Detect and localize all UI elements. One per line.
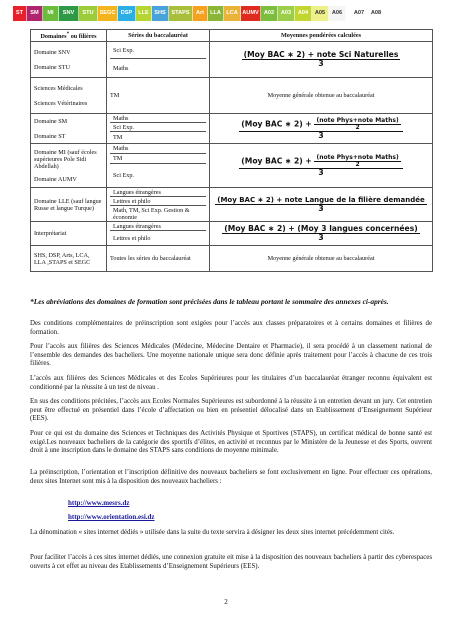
- series-cell: TM: [107, 78, 210, 114]
- tab-mi[interactable]: MI: [43, 6, 59, 21]
- tab-a04[interactable]: A04: [295, 6, 312, 21]
- series-label: Maths: [110, 114, 206, 123]
- series-label: Lettres et philo: [110, 197, 206, 206]
- table-header-row: [31, 30, 433, 42]
- table-row: [31, 42, 433, 78]
- domain-label: Sciences Vétérinaires: [34, 99, 88, 107]
- average-text-cell: Moyenne générale obtenue au baccalauréat: [210, 78, 433, 114]
- formula-numerator: (Moy BAC ∗ 2) + note Langue de la filière demandée: [217, 195, 425, 204]
- domain-label: Sciences Médicales: [34, 84, 83, 92]
- formula-numerator: (Moy BAC ∗ 2) + note Sci Naturelles: [243, 50, 399, 60]
- series-label: Lettres et philo: [113, 234, 151, 242]
- table-row: [31, 144, 433, 188]
- domain-label: Domaine STU: [34, 63, 70, 71]
- header-series: Séries du baccalauréat: [107, 30, 210, 42]
- header-averages: Moyennes pondérées calculées: [210, 30, 433, 42]
- series-label: Math, TM, Sci Exp. Gestion & économie: [113, 206, 190, 221]
- table-row: [31, 222, 433, 246]
- series-cell: [107, 222, 210, 246]
- formula-denominator: 3: [318, 130, 324, 140]
- domain-label: Domaine MI (sauf écoles supérieures Pole Sidi Abdellah): [34, 148, 97, 170]
- tab-lca[interactable]: LCA: [224, 6, 241, 21]
- domain-label: Domaine ST: [34, 132, 66, 140]
- paragraph: En sus des conditions précitées, l’accès aux Ecoles Normales Supérieures est subordonné à la réussite à un entretien devant un jury. Cet entretien peut être effectué en présentiel dans l’école d’affectation ou bien en présentiel délocalisé dans un Etablissement d’Enseignement Supérieur (EES).: [30, 398, 432, 423]
- series-label: Langues étrangères: [110, 188, 206, 197]
- domain-label: Domaine SNV: [34, 48, 71, 56]
- paragraph: Pour l’accès aux filières des Sciences Médicales (Médecine, Médecine Dentaire et Pharmacie), il sera procédé à un classement national de l’ensemble des demandes des bacheliers. Une moyenne nationale unique sera donc définie après traitement pour l’accès à chacune de ces trois filières.: [30, 343, 432, 368]
- formula-inner-denominator: 2: [355, 160, 360, 168]
- table-row: [31, 114, 433, 144]
- series-label: Sci Exp.: [110, 42, 206, 59]
- tab-lle[interactable]: LLE: [136, 6, 152, 21]
- formula-cell: [210, 222, 433, 246]
- tab-a03[interactable]: A03: [278, 6, 295, 21]
- tab-aumv[interactable]: AUMV: [241, 6, 261, 21]
- tab-lla[interactable]: LLA: [208, 6, 224, 21]
- formula-denominator: 3: [318, 203, 324, 213]
- series-label: TM: [110, 154, 206, 164]
- tab-segc[interactable]: SEGC: [98, 6, 118, 21]
- formula-denominator: 3: [318, 233, 324, 242]
- paragraph: Des conditions complémentaires de préinscription sont exigées pour l’accès aux classes préparatoires et à certains domaines et filières de formation.: [30, 320, 432, 336]
- series-label: Langues étrangères: [110, 222, 206, 231]
- domain-cell: [31, 144, 107, 188]
- table-row: [31, 188, 433, 222]
- link-orientation[interactable]: http://www.orientation.esi.dz: [68, 513, 155, 521]
- paragraph: Pour ce qui est du domaine des Sciences et Techniques des Activités Physique et Sportives (STAPS), un certificat médical de bonne santé est exigé.Les nouveaux bacheliers de la catégorie des sportifs d’élites, en activité et reconnus par le Ministère de la Jeunesse et des Sports, ouvrent droit à une inscription dans le domaine des STAPS sans conditions de moyenne minimale.: [30, 430, 432, 455]
- tab-stu[interactable]: STU: [79, 6, 98, 21]
- tab-dsp[interactable]: DSP: [118, 6, 136, 21]
- table-row: [31, 78, 433, 114]
- tab-sm[interactable]: SM: [27, 6, 43, 21]
- average-text-cell: Moyenne générale obtenue au baccalauréat: [210, 246, 433, 272]
- formula-left: (Moy BAC ∗ 2) +: [241, 119, 312, 129]
- series-label: Maths: [113, 64, 129, 72]
- formula-cell: [210, 144, 433, 188]
- series-cell: [107, 42, 210, 78]
- formula-denominator: 3: [318, 167, 324, 177]
- tab-art[interactable]: Art: [193, 6, 208, 21]
- series-cell: Toutes les séries du baccalauréat: [107, 246, 210, 272]
- domain-cell: [31, 42, 107, 78]
- formula-denominator: 3: [318, 59, 324, 68]
- tab-a05[interactable]: A05: [312, 6, 329, 21]
- header-domains: Domaines* ou filières: [31, 30, 107, 42]
- tab-a06[interactable]: A06: [329, 6, 346, 21]
- formula-inner-numerator: (note Phys+note Maths): [316, 153, 399, 161]
- tab-st[interactable]: ST: [13, 6, 27, 21]
- series-label: Sci Exp.: [113, 172, 134, 179]
- averages-table: [30, 29, 433, 272]
- page-number: 2: [224, 598, 228, 606]
- tab-shs[interactable]: SHS: [152, 6, 169, 21]
- domain-cell: SHS, DSP, Arts, LCA, LLA ,STAPS et SEGC: [31, 246, 107, 272]
- formula-numerator: (Moy BAC ∗ 2) + (Moy 3 langues concernées): [224, 224, 418, 234]
- tab-snv[interactable]: SNV: [59, 6, 79, 21]
- paragraph: L’accès aux filières des Sciences Médicales et des Ecoles Supérieures pour les titulaires d’un baccalauréat étranger reconnu équivalent est conditionné par la réussite à un test de niveau .: [30, 375, 432, 391]
- paragraph: La préinscription, l’orientation et l’inscription définitive des nouveaux bacheliers se font exclusivement en ligne. Pour effectuer ces opérations, deux sites Internet sont mis à la disposition des nouveaux bacheliers :: [30, 469, 432, 485]
- paragraph: La dénomination « sites internet dédiés » utilisée dans la suite du texte servira à désigner les deux sites internet précédemment cités.: [30, 529, 395, 536]
- domain-cell: [31, 78, 107, 114]
- abbreviation-note: *Les abréviations des domaines de formation sont précisées dans le tableau portant le sommaire des annexes ci-après.: [30, 297, 389, 306]
- series-label: Sci Exp.: [110, 123, 206, 132]
- domain-cell: [31, 114, 107, 144]
- series-label: TM: [113, 134, 123, 141]
- domain-cell: Interprétariat: [31, 222, 107, 246]
- tab-a08[interactable]: A08: [368, 6, 385, 21]
- series-cell: [107, 188, 210, 222]
- table-row: [31, 246, 433, 272]
- tab-staps[interactable]: STAPS: [169, 6, 193, 21]
- link-mesrs[interactable]: http://www.mesrs.dz: [68, 499, 130, 507]
- series-cell: [107, 114, 210, 144]
- domain-tab-bar: [13, 6, 385, 21]
- domain-label: Domaine AUMV: [34, 175, 77, 183]
- formula-inner-numerator: (note Phys+note Maths): [316, 116, 399, 124]
- series-cell: [107, 144, 210, 188]
- paragraph: Pour faciliter l’accès à ces sites internet dédiés, une connexion gratuite eit mise à la disposition des nouveaux bacheliers à partir des cyberespaces ouverts à cet effet au niveau des Etablissements d’Enseignement Supérieurs (EES).: [30, 554, 432, 570]
- formula-left: (Moy BAC ∗ 2) +: [241, 156, 312, 166]
- tab-a02[interactable]: A02: [261, 6, 278, 21]
- domain-label: Domaine SM: [34, 117, 68, 125]
- tab-a07[interactable]: A07: [351, 6, 368, 21]
- formula-cell: [210, 42, 433, 78]
- formula-cell: [210, 114, 433, 144]
- formula-inner-denominator: 2: [355, 123, 360, 131]
- series-label: Maths: [110, 144, 206, 154]
- formula-cell: [210, 188, 433, 222]
- domain-cell: Domaine LLE (sauf langue Russe et langue Turque): [31, 188, 107, 222]
